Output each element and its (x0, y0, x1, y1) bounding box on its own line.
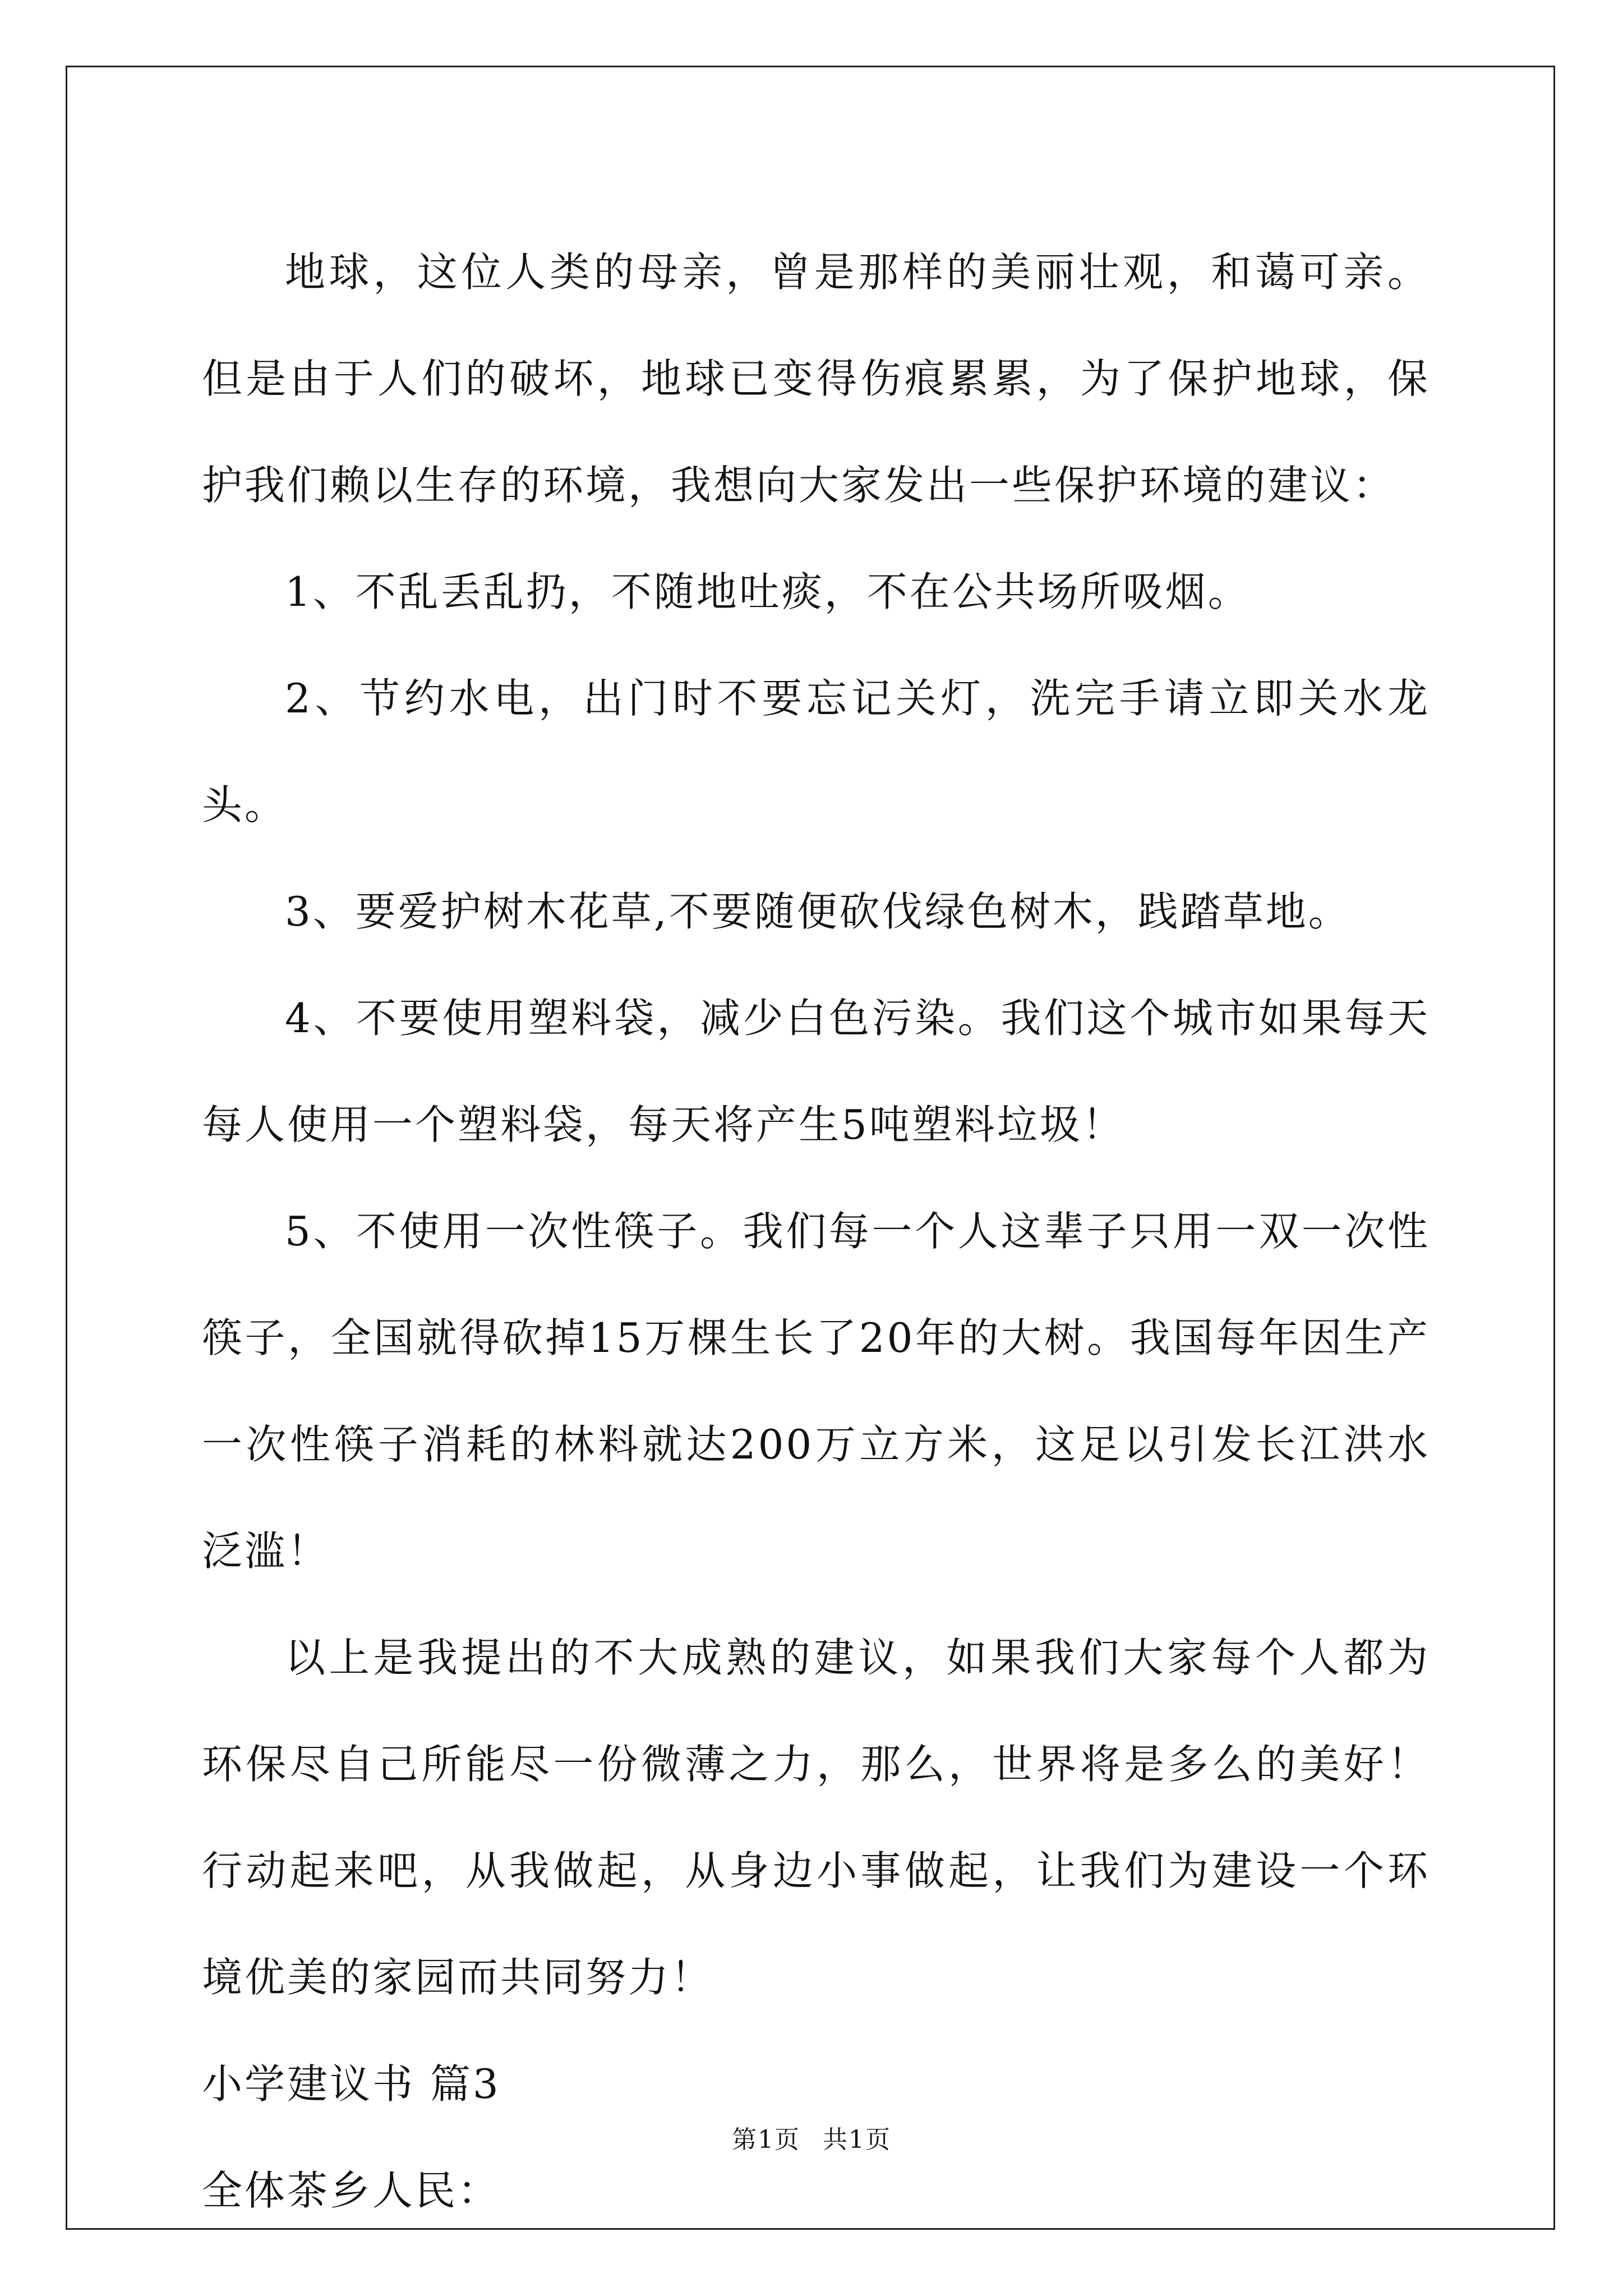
suggestion-1: 1、不乱丢乱扔，不随地吐痰，不在公共场所吸烟。 (285, 568, 1251, 615)
page-total: 共1页 (823, 2125, 891, 2154)
section-heading: 小学建议书 篇3 (202, 2060, 501, 2108)
page-number: 第1页 (732, 2125, 800, 2154)
document-body (202, 219, 1430, 2244)
suggestion-2: 2、节约水电，出门时不要忘记关灯，洗完手请立即关水龙头。 (202, 675, 1430, 829)
suggestion-4: 4、不要使用塑料袋，减少白色污染。我们这个城市如果每天每人使用一个塑料袋，每天将产生5吨塑料垃圾！ (202, 995, 1430, 1148)
intro-paragraph: 地球，这位人类的母亲，曾是那样的美丽壮观，和蔼可亲。但是由于人们的破坏，地球已变得伤痕累累，为了保护地球，保护我们赖以生存的环境，我想向大家发出一些保护环境的建议： (202, 249, 1430, 509)
closing-paragraph: 以上是我提出的不大成熟的建议，如果我们大家每个人都为环保尽自己所能尽一份微薄之力，那么，世界将是多么的美好！行动起来吧，从我做起，从身边小事做起，让我们为建设一个环境优美的家园而共同努力！ (202, 1634, 1430, 2001)
suggestion-3: 3、要爱护树木花草,不要随便砍伐绿色树木，践踏草地。 (285, 888, 1351, 935)
page-footer (0, 2123, 1623, 2157)
suggestion-5: 5、不使用一次性筷子。我们每一个人这辈子只用一双一次性筷子，全国就得砍掉15万棵生长了20年的大树。我国每年因生产一次性筷子消耗的林料就达200万立方米，这足以引发长江洪水泛滥！ (202, 1208, 1430, 1575)
salutation: 全体茶乡人民： (202, 2167, 501, 2214)
